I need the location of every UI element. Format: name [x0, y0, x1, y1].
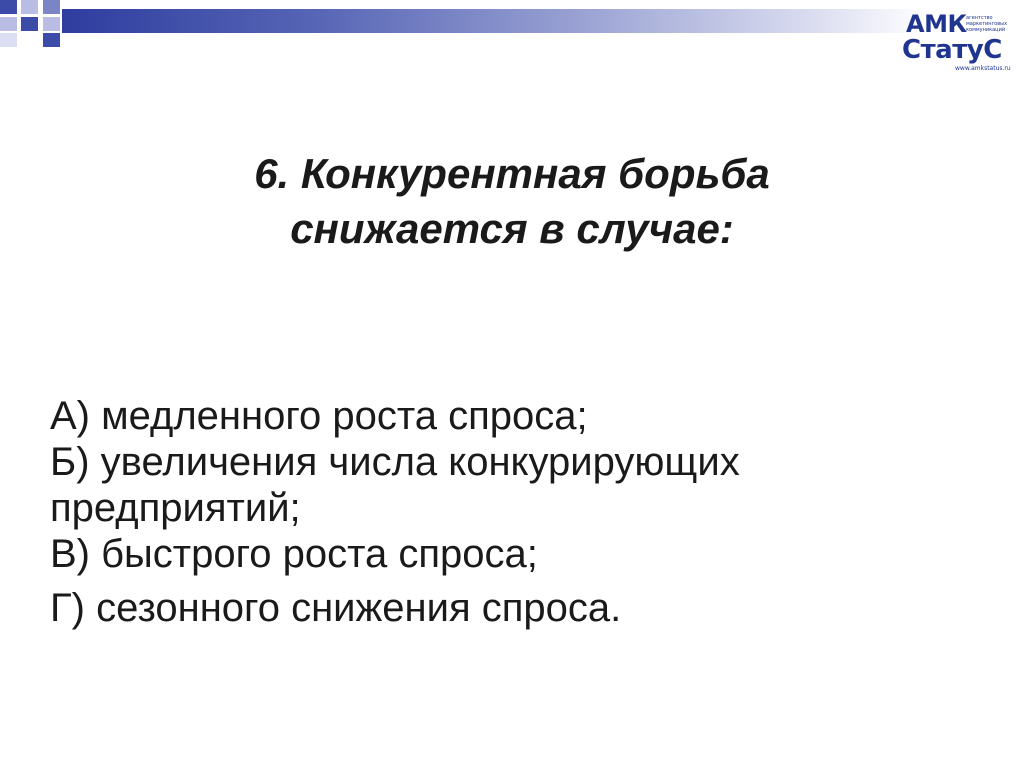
slide-title-line: снижается в случае:: [290, 205, 734, 252]
decor-square: [0, 33, 17, 47]
decor-square: [43, 17, 60, 31]
logo-tagline-line: маркетинговых: [966, 21, 1008, 27]
header-gradient-bar: [62, 9, 928, 33]
answer-option-d: Г) сезонного снижения спроса.: [50, 586, 622, 630]
answer-option-a: А) медленного роста спроса;: [50, 394, 588, 438]
answer-option-c: В) быстрого роста спроса;: [50, 532, 538, 576]
logo-tagline-line: агентство: [966, 15, 993, 21]
logo-status-text: СтатуС: [902, 35, 1002, 65]
decor-square: [0, 17, 17, 31]
logo-amk-text: АМК: [906, 10, 967, 38]
decor-square: [43, 0, 60, 14]
logo-url: www.amkstatus.ru: [955, 65, 1011, 72]
answer-option-b: Б) увеличения числа конкурирующих: [50, 440, 740, 484]
logo-tagline: [966, 15, 1020, 33]
answer-option-b-continued: предприятий;: [50, 486, 301, 530]
decor-square: [43, 33, 60, 47]
answer-options: [50, 393, 1010, 631]
decor-square: [21, 17, 38, 31]
decor-square: [21, 0, 38, 14]
slide-title: [0, 146, 1024, 256]
decor-square: [0, 0, 17, 14]
logo-tagline-line: коммуникаций: [966, 27, 1006, 33]
slide-title-line: 6. Конкурентная борьба: [254, 150, 770, 197]
amk-status-logo: [900, 10, 1022, 74]
